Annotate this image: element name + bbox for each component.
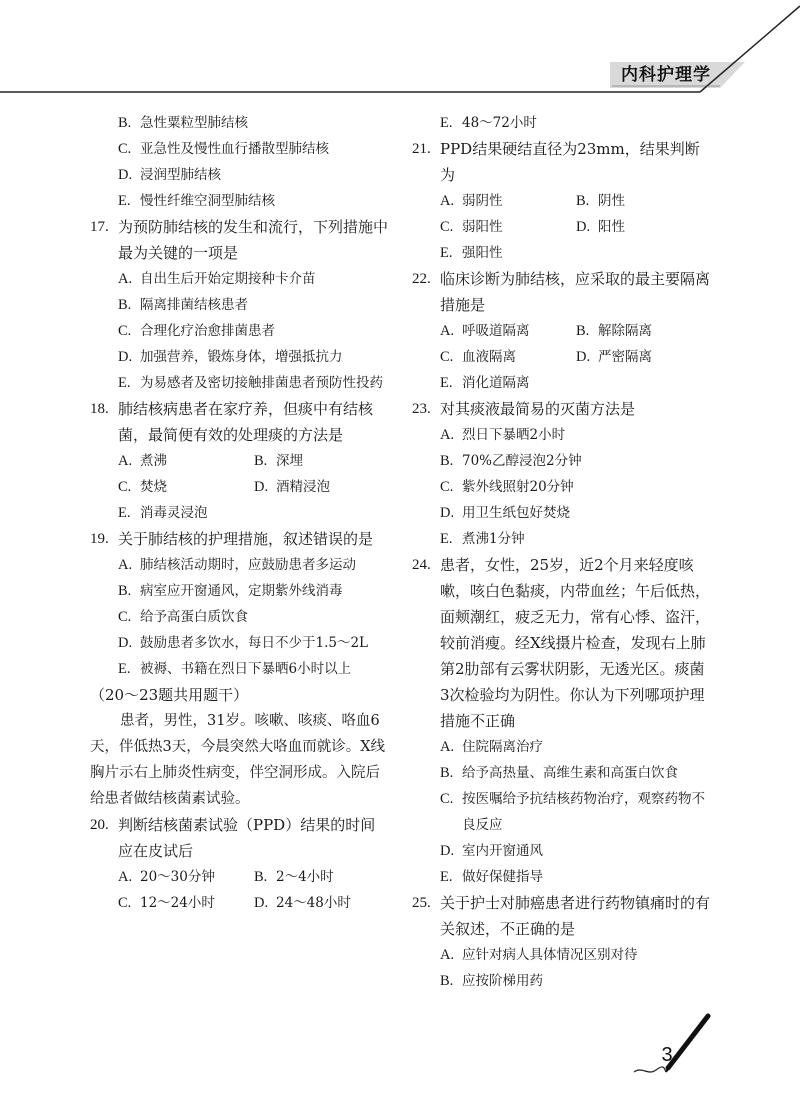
q20-options-row bbox=[90, 890, 390, 916]
question-25: 25. 关于护士对肺癌患者进行药物镇痛时的有关叙述，不正确的是 bbox=[412, 894, 711, 938]
q18-options-row bbox=[90, 474, 390, 500]
q19-option-e: E. 被褥、书籍在烈日下暴晒6小时以上 bbox=[118, 661, 352, 677]
q18-option-b: B. 深埋 bbox=[254, 453, 303, 469]
q22-option-c: C. 血液隔离 bbox=[440, 349, 516, 365]
q20-option-a: A. 20～30分钟 bbox=[118, 869, 215, 885]
question-19: 19. 关于肺结核的护理措施，叙述错误的是 bbox=[90, 530, 374, 548]
q19-option-a: A. 肺结核活动期时，应鼓励患者多运动 bbox=[118, 557, 356, 573]
q24-option-e: E. 做好保健指导 bbox=[440, 869, 543, 885]
q22-option-a: A. 呼吸道隔离 bbox=[440, 323, 530, 339]
q22-options-row bbox=[412, 318, 712, 344]
q18-option-c: C. 焚烧 bbox=[118, 479, 167, 495]
q17-option-c: C. 合理化疗治愈排菌患者 bbox=[118, 323, 275, 339]
q20-option-e: E. 48～72小时 bbox=[440, 115, 537, 131]
page-number: 3 bbox=[661, 1044, 673, 1066]
q21-options-row bbox=[412, 214, 712, 240]
q21-option-c: C. 弱阳性 bbox=[440, 219, 503, 235]
q20-option-c: C. 12～24小时 bbox=[118, 895, 215, 911]
q23-option-b: B. 70%乙醇浸泡2分钟 bbox=[440, 453, 582, 469]
q23-option-a: A. 烈日下暴晒2小时 bbox=[440, 427, 566, 443]
q16-option-c: C. 亚急性及慢性血行播散型肺结核 bbox=[118, 141, 329, 157]
q21-option-d: D. 阳性 bbox=[576, 219, 625, 235]
q22-option-e: E. 消化道隔离 bbox=[440, 375, 530, 391]
q21-option-b: B. 阴性 bbox=[576, 193, 625, 209]
q24-option-c: C. 按医嘱给予抗结核药物治疗，观察药物不良反应 bbox=[440, 791, 705, 833]
q18-option-a: A. 煮沸 bbox=[118, 453, 167, 469]
question-17: 17. 为预防肺结核的发生和流行，下列措施中最为关键的一项是 bbox=[90, 218, 389, 262]
q25-option-b: B. 应按阶梯用药 bbox=[440, 973, 543, 989]
q17-option-a: A. 自出生后开始定期接种卡介苗 bbox=[118, 271, 316, 287]
q21-option-e: E. 强阳性 bbox=[440, 245, 503, 261]
shared-stem-title: （20～23题共用题干） bbox=[90, 686, 249, 704]
left-column bbox=[90, 110, 390, 916]
question-20: 20. 判断结核菌素试验（PPD）结果的时间应在皮试后 bbox=[90, 816, 376, 860]
question-18: 18. 肺结核病患者在家疗养，但痰中有结核菌，最简便有效的处理痰的方法是 bbox=[90, 400, 374, 444]
q16-option-b: B. 急性粟粒型肺结核 bbox=[118, 115, 248, 131]
question-21: 21. PPD结果硬结直径为23mm，结果判断为 bbox=[412, 140, 700, 184]
q18-option-d: D. 酒精浸泡 bbox=[254, 479, 330, 495]
right-column bbox=[412, 110, 712, 994]
question-24: 24. 患者，女性，25岁，近2个月来轻度咳嗽，咳白色黏痰，内带血丝；午后低热，面颊潮红，疲乏无力，常有心悸、盗汗，较前消瘦。经X线摄片检查，发现右上肺第2肋部有云雾状阴影，无透光区。痰菌3次检验均为阴性。你认为下列哪项护理措施不正确 bbox=[412, 556, 711, 730]
q24-option-d: D. 室内开窗通风 bbox=[440, 843, 543, 859]
q23-option-c: C. 紫外线照射20分钟 bbox=[440, 479, 574, 495]
q17-option-e: E. 为易感者及密切接触排菌患者预防性投药 bbox=[118, 375, 383, 391]
running-header-title: 内科护理学 bbox=[621, 65, 711, 85]
q24-option-b: B. 给予高热量、高维生素和高蛋白饮食 bbox=[440, 765, 678, 781]
q19-option-c: C. 给予高蛋白质饮食 bbox=[118, 609, 248, 625]
q21-options-row bbox=[412, 188, 712, 214]
q22-options-row bbox=[412, 344, 712, 370]
question-22: 22. 临床诊断为肺结核，应采取的最主要隔离措施是 bbox=[412, 270, 711, 314]
q22-option-d: D. 严密隔离 bbox=[576, 349, 652, 365]
q19-option-d: D. 鼓励患者多饮水，每日不少于1.5～2L bbox=[118, 635, 369, 651]
q23-option-d: D. 用卫生纸包好焚烧 bbox=[440, 505, 570, 521]
q25-option-a: A. 应针对病人具体情况区别对待 bbox=[440, 947, 638, 963]
q16-option-e: E. 慢性纤维空洞型肺结核 bbox=[118, 193, 275, 209]
q19-option-b: B. 病室应开窗通风，定期紫外线消毒 bbox=[118, 583, 343, 599]
q18-options-row bbox=[90, 448, 390, 474]
shared-stem-text: 患者，男性，31岁。咳嗽、咳痰、咯血6天，伴低热3天，今晨突然大咯血而就诊。X线胸片示右上肺炎性病变，伴空洞形成。入院后给患者做结核菌素试验。 bbox=[90, 713, 386, 807]
q20-option-d: D. 24～48小时 bbox=[254, 895, 351, 911]
q17-option-d: D. 加强营养，锻炼身体，增强抵抗力 bbox=[118, 349, 343, 365]
q21-option-a: A. 弱阴性 bbox=[440, 193, 503, 209]
q22-option-b: B. 解除隔离 bbox=[576, 323, 652, 339]
q24-option-a: A. 住院隔离治疗 bbox=[440, 739, 543, 755]
question-23: 23. 对其痰液最简易的灭菌方法是 bbox=[412, 400, 636, 418]
q20-options-row bbox=[90, 864, 390, 890]
q20-option-b: B. 2～4小时 bbox=[254, 869, 334, 885]
q18-option-e: E. 消毒灵浸泡 bbox=[118, 505, 208, 521]
q16-option-d: D. 浸润型肺结核 bbox=[118, 167, 221, 183]
q17-option-b: B. 隔离排菌结核患者 bbox=[118, 297, 248, 313]
q23-option-e: E. 煮沸1分钟 bbox=[440, 531, 525, 547]
